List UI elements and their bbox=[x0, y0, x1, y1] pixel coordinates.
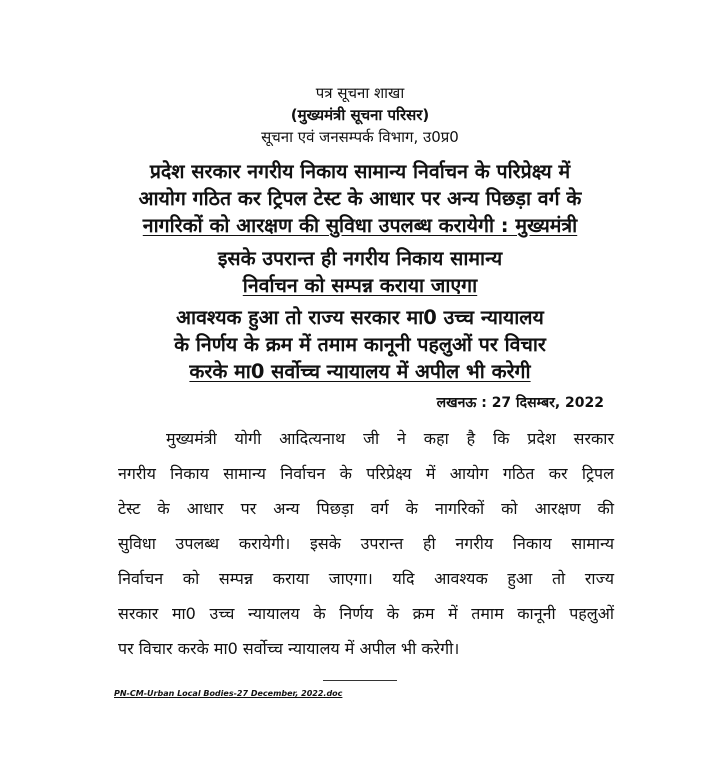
footer-file-reference: PN-CM-Urban Local Bodies-27 December, 2022.doc bbox=[114, 689, 343, 698]
headline-main-line-text: नागरिकों को आरक्षण की सुविधा उपलब्ध करायेगी : मुख्यमंत्री bbox=[142, 214, 578, 237]
end-divider bbox=[323, 680, 397, 681]
body-line: टेस्ट के आधार पर अन्य पिछड़ा वर्ग के नागरिकों को आरक्षण की bbox=[118, 499, 614, 518]
headline-main-line: आयोग गठित कर ट्रिपल टेस्ट के आधार पर अन्य पिछड़ा वर्ग के bbox=[138, 187, 582, 210]
headline-sub-2-line: के निर्णय के क्रम में तमाम कानूनी पहलुओं पर विचार bbox=[174, 333, 546, 356]
body-line: सुविधा उपलब्ध करायेगी। इसके उपरान्त ही नगरीय निकाय सामान्य bbox=[118, 534, 614, 553]
header-department-branch: पत्र सूचना शाखा bbox=[315, 84, 405, 102]
header-information-department: सूचना एवं जनसम्पर्क विभाग, उ0प्र0 bbox=[261, 128, 459, 146]
headline-sub-2-line: आवश्यक हुआ तो राज्य सरकार मा0 उच्च न्यायालय bbox=[176, 306, 544, 329]
body-line: पर विचार करके मा0 सर्वोच्च न्यायालय में अपील भी करेगी। bbox=[118, 639, 460, 658]
headline-sub-1-line: इसके उपरान्त ही नगरीय निकाय सामान्य bbox=[217, 247, 503, 270]
headline-sub-1-line bbox=[60, 272, 660, 299]
headline-sub-1 bbox=[60, 245, 660, 299]
headline-main-line bbox=[60, 212, 660, 239]
body-line: निर्वाचन को सम्पन्न कराया जाएगा। यदि आवश्यक हुआ तो राज्य bbox=[118, 569, 614, 588]
headline-main bbox=[60, 158, 660, 239]
headline-sub-2-line-text: करके मा0 सर्वोच्च न्यायालय में अपील भी करेगी bbox=[189, 360, 531, 383]
dateline: लखनऊ : 27 दिसम्बर, 2022 bbox=[436, 395, 604, 411]
headline-sub-2 bbox=[60, 304, 660, 385]
headline-sub-2-line bbox=[60, 358, 660, 385]
headline-sub-1-line-text: निर्वाचन को सम्पन्न कराया जाएगा bbox=[242, 274, 478, 297]
body-line: मुख्यमंत्री योगी आदित्यनाथ जी ने कहा है कि प्रदेश सरकार bbox=[166, 429, 614, 448]
body-line: नगरीय निकाय सामान्य निर्वाचन के परिप्रेक्ष्य में आयोग गठित कर ट्रिपल bbox=[118, 464, 614, 483]
body-paragraph bbox=[118, 421, 614, 666]
header-cm-information-campus: (मुख्यमंत्री सूचना परिसर) bbox=[290, 106, 430, 124]
headline-main-line: प्रदेश सरकार नगरीय निकाय सामान्य निर्वाचन के परिप्रेक्ष्य में bbox=[149, 160, 571, 183]
body-line: सरकार मा0 उच्च न्यायालय के निर्णय के क्रम में तमाम कानूनी पहलुओं bbox=[118, 604, 614, 623]
